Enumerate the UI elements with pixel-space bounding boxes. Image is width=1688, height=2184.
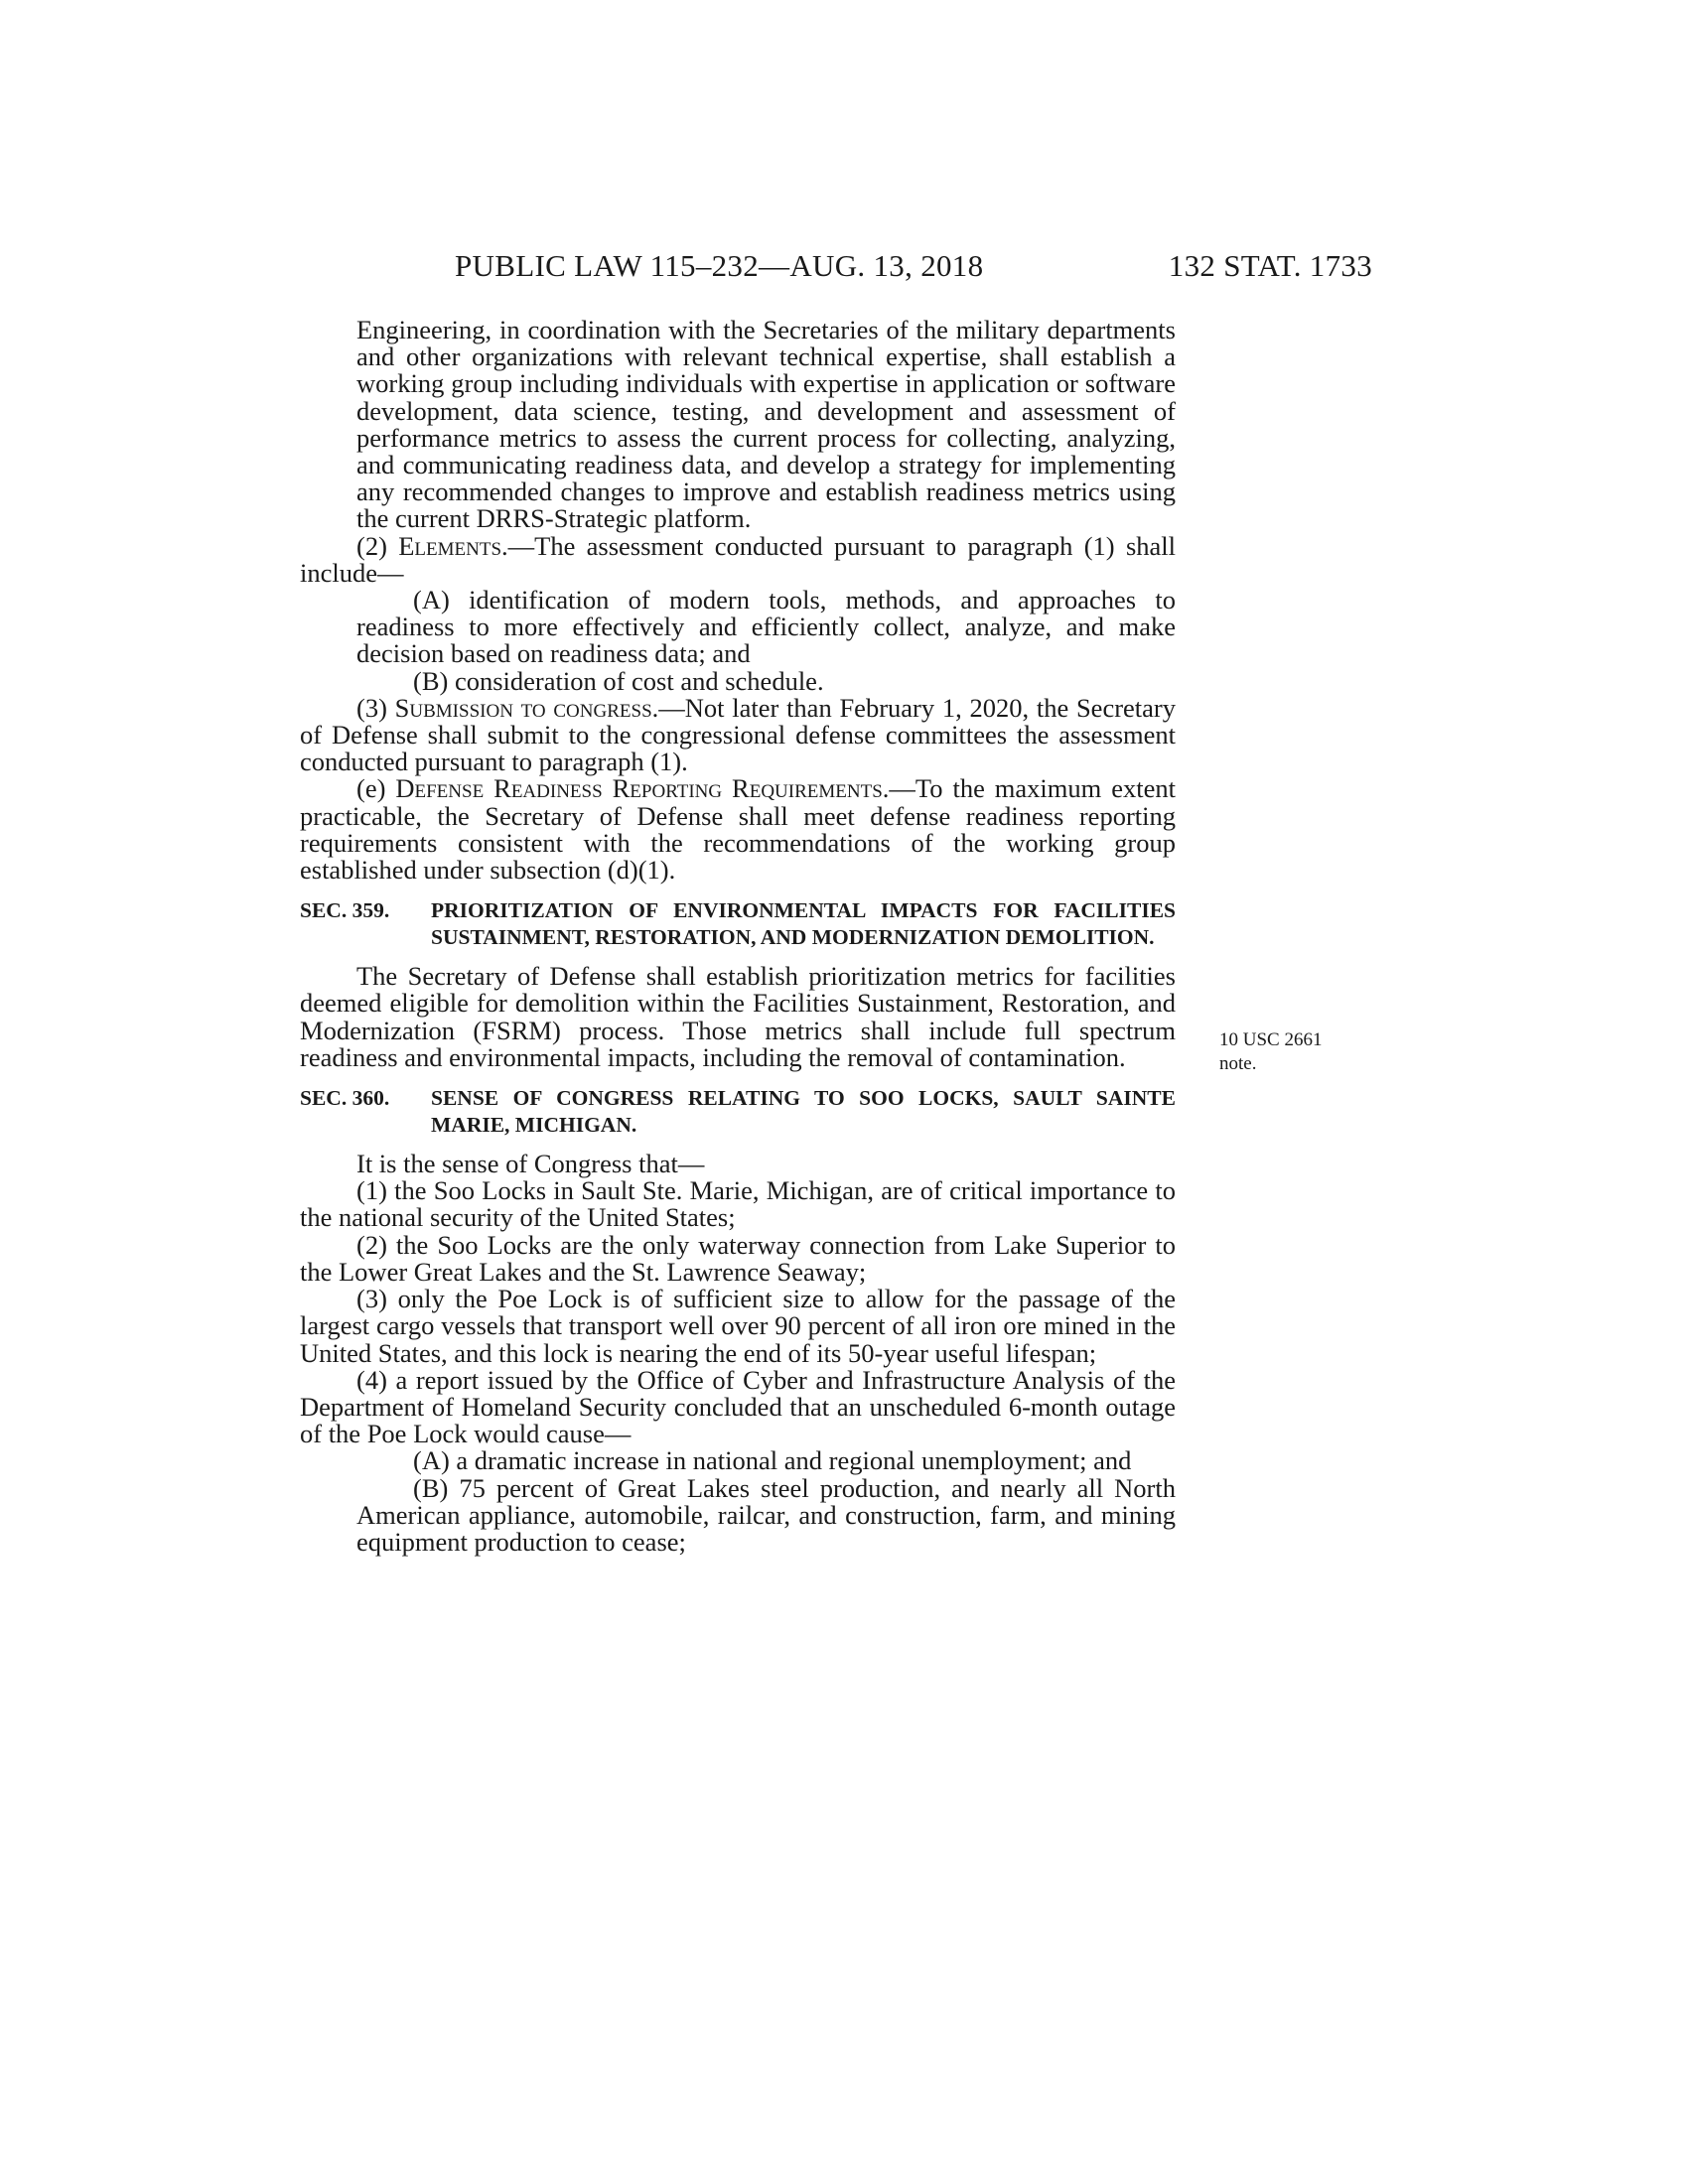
section-title: SENSE OF CONGRESS RELATING TO SOO LOCKS, SAULT SAINTE MARIE, MICHIGAN. — [431, 1086, 1176, 1138]
paragraph-heading: Elements — [398, 530, 502, 561]
margin-note — [1219, 1028, 1378, 1076]
finding-4: (4) a report issued by the Office of Cyber and Infrastructure Analysis of the Department of Homeland Security concluded that an unscheduled 6-month outage of the Poe Lock would cause— — [300, 1364, 1176, 1449]
subparagraph-d2a: (A) identification of modern tools, methods, and approaches to readiness to more effectively and efficiently collect, analyze, and make decision based on readiness data; and — [356, 585, 1176, 669]
paragraph-number: (2) — [356, 530, 399, 561]
paragraph-text: .—Not later than February 1, 2020, the Secretary of Defense shall submit to the congressional defense committees the assessment conducted pursuant to paragraph (1). — [300, 692, 1176, 777]
paragraph-d2 — [300, 530, 1176, 588]
paragraph-number: (3) — [356, 692, 395, 723]
subsection-heading: Defense Readiness Reporting Requirements — [395, 773, 883, 804]
running-head — [455, 248, 1372, 288]
subsection-letter: (e) — [356, 773, 396, 804]
section-title: PRIORITIZATION OF ENVIRONMENTAL IMPACTS FOR FACILITIES SUSTAINMENT, RESTORATION, AND MODERNIZATION DEMOLITION. — [431, 898, 1176, 950]
subsection-e — [300, 775, 1176, 884]
margin-note-label: note. — [1219, 1053, 1257, 1074]
subsection-text: .—To the maximum extent practicable, the Secretary of Defense shall meet defense readiness reporting requirements consistent with the recommendations of the working group established under subsection (d)(1). — [300, 773, 1176, 886]
paragraph-d1-continued: Engineering, in coordination with the Secretaries of the military departments and other organizations with relevant technical expertise, shall establish a working group including individuals with expertise in application or software development, data science, testing, and development and assessment of performance metrics to assess the current process for collecting, analyzing, and communicating readiness data, and develop a strategy for implementing any recommended changes to improve and establish readiness metrics using the current DRRS-Strategic platform. — [356, 315, 1176, 534]
section-360-intro: It is the sense of Congress that— — [356, 1149, 705, 1179]
subparagraph-d2b: (B) consideration of cost and schedule. — [413, 665, 824, 696]
running-title: PUBLIC LAW 115–232—AUG. 13, 2018 — [455, 248, 984, 283]
margin-note-cite: 10 USC 2661 — [1219, 1029, 1323, 1050]
section-359-heading — [300, 897, 1176, 951]
section-number: SEC. 359. — [300, 898, 390, 923]
paragraph-d3 — [300, 692, 1176, 777]
section-number: SEC. 360. — [300, 1086, 390, 1111]
finding-4b: (B) 75 percent of Great Lakes steel production, and nearly all North American appliance, automobile, railcar, and construction, farm, and mining equipment production to cease; — [356, 1472, 1176, 1557]
finding-2: (2) the Soo Locks are the only waterway connection from Lake Superior to the Lower Great Lakes and the St. Lawrence Seaway; — [300, 1229, 1176, 1287]
statute-body — [300, 317, 1176, 1556]
finding-4a: (A) a dramatic increase in national and regional unemployment; and — [413, 1445, 1132, 1476]
stat-page-reference: 132 STAT. 1733 — [1168, 248, 1372, 283]
finding-1: (1) the Soo Locks in Sault Ste. Marie, Michigan, are of critical importance to the national security of the United States; — [300, 1175, 1176, 1233]
section-360-heading — [300, 1085, 1176, 1139]
finding-3: (3) only the Poe Lock is of sufficient size to allow for the passage of the largest cargo vessels that transport well over 90 percent of all iron ore mined in the United States, and this lock is nearing the end of its 50-year useful lifespan; — [300, 1284, 1176, 1368]
paragraph-heading: Submission to congress — [394, 692, 652, 723]
paragraph-text: .—The assessment conducted pursuant to paragraph (1) shall include— — [300, 530, 1176, 588]
section-359-text: The Secretary of Defense shall establish prioritization metrics for facilities deemed eligible for demolition within the Facilities Sustainment, Restoration, and Modernization (FSRM) process. Those metrics shall include full spectrum readiness and environmental impacts, including the removal of contamination. — [300, 961, 1176, 1072]
